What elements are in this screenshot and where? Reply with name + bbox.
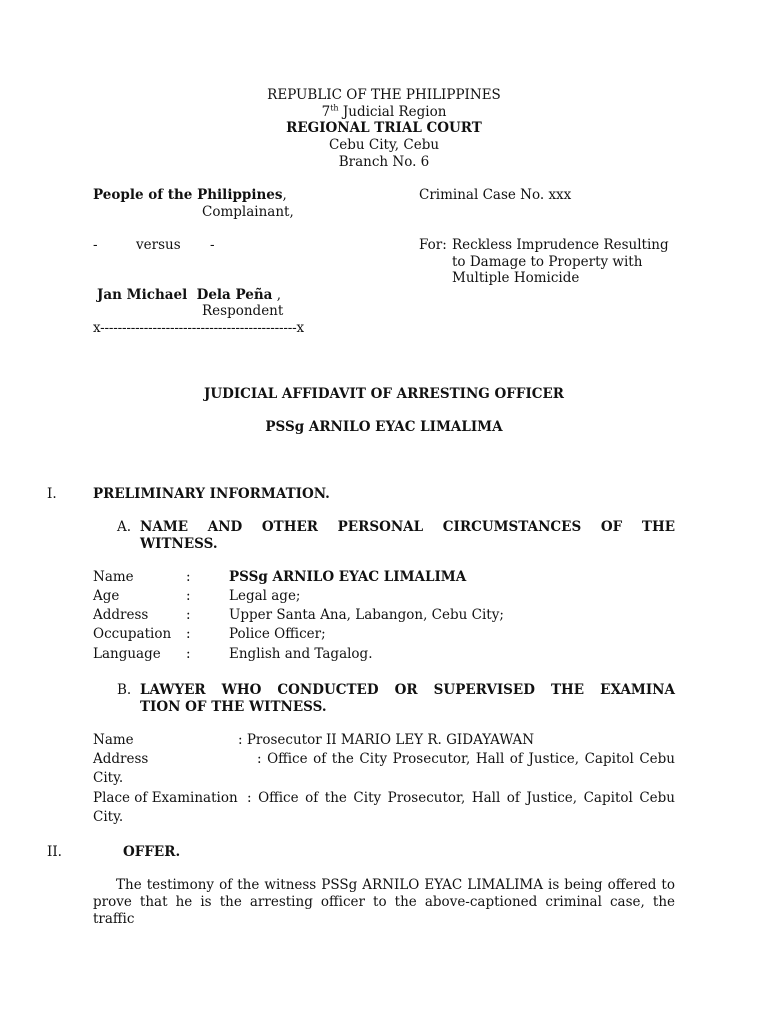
versus-dash-left: - bbox=[93, 237, 98, 253]
plaintiff-name: People of the Philippines bbox=[93, 187, 283, 203]
charge-line-2: to Damage to Property with bbox=[452, 254, 643, 270]
subsection-b-heading-line-1: LAWYER WHO CONDUCTED OR SUPERVISED THE EXAMINA bbox=[140, 682, 675, 698]
witness-value: Legal age; bbox=[229, 588, 301, 604]
region-label: Judicial Region bbox=[338, 104, 447, 120]
respondent-line bbox=[97, 287, 281, 304]
lawyer-address-value: : Office of the City Prosecutor, Hall of Justice, Capitol Cebu bbox=[257, 751, 675, 767]
lawyer-place-continued: City. bbox=[93, 809, 124, 825]
witness-colon: : bbox=[186, 588, 191, 604]
offer-paragraph-line-1: The testimony of the witness PSSg ARNILO EYAC LIMALIMA is being offered to bbox=[116, 877, 675, 893]
lawyer-name-label: Name bbox=[93, 732, 134, 748]
witness-colon: : bbox=[186, 569, 191, 585]
lawyer-place-value: : Office of the City Prosecutor, Hall of Justice, Capitol Cebu bbox=[247, 790, 675, 806]
section-2-numeral: II. bbox=[47, 844, 62, 860]
header-republic: REPUBLIC OF THE PHILIPPINES bbox=[267, 87, 501, 103]
witness-label: Occupation bbox=[93, 626, 172, 642]
section-1-heading: PRELIMINARY INFORMATION. bbox=[93, 486, 330, 502]
subsection-a-letter: A. bbox=[117, 519, 132, 535]
header-branch: Branch No. 6 bbox=[338, 154, 430, 170]
witness-value: English and Tagalog. bbox=[229, 646, 373, 662]
witness-label: Age bbox=[93, 588, 120, 604]
header-region bbox=[0, 104, 768, 121]
header-court: REGIONAL TRIAL COURT bbox=[286, 120, 482, 136]
case-number: Criminal Case No. xxx bbox=[419, 187, 572, 203]
charge-line-3: Multiple Homicide bbox=[452, 270, 580, 286]
plaintiff-comma: , bbox=[282, 187, 287, 203]
affidavit-title: JUDICIAL AFFIDAVIT OF ARRESTING OFFICER bbox=[203, 386, 565, 402]
plaintiff-line bbox=[93, 187, 287, 204]
respondent-role: Respondent bbox=[202, 303, 284, 319]
witness-colon: : bbox=[186, 626, 191, 642]
section-2-heading: OFFER. bbox=[123, 844, 181, 860]
witness-colon: : bbox=[186, 607, 191, 623]
witness-value: Police Officer; bbox=[229, 626, 326, 642]
affiant-name: PSSg ARNILO EYAC LIMALIMA bbox=[265, 419, 503, 435]
subsection-b-letter: B. bbox=[117, 682, 132, 698]
charge-for-label: For: bbox=[419, 237, 447, 253]
witness-label: Name bbox=[93, 569, 134, 585]
charge-line-1: Reckless Imprudence Resulting bbox=[452, 237, 669, 253]
witness-value: PSSg ARNILO EYAC LIMALIMA bbox=[229, 569, 467, 585]
caption-separator: x---------------------------------------------x bbox=[93, 320, 304, 336]
versus-label: versus bbox=[136, 237, 181, 253]
respondent-comma: , bbox=[272, 287, 282, 303]
versus-dash-right: - bbox=[210, 237, 215, 253]
subsection-a-heading-line-1: NAME AND OTHER PERSONAL CIRCUMSTANCES OF THE bbox=[140, 519, 675, 535]
section-1-numeral: I. bbox=[47, 486, 57, 502]
header-city: Cebu City, Cebu bbox=[328, 137, 440, 153]
lawyer-place-label: Place of Examination bbox=[93, 790, 238, 806]
region-ordinal-suffix: th bbox=[330, 103, 339, 113]
plaintiff-role: Complainant, bbox=[202, 204, 294, 220]
witness-value: Upper Santa Ana, Labangon, Cebu City; bbox=[229, 607, 504, 623]
region-number: 7 bbox=[321, 104, 331, 120]
lawyer-address-continued: City. bbox=[93, 770, 124, 786]
lawyer-address-label: Address bbox=[93, 751, 149, 767]
witness-colon: : bbox=[186, 646, 191, 662]
witness-label: Address bbox=[93, 607, 149, 623]
subsection-b-heading-line-2: TION OF THE WITNESS. bbox=[140, 699, 327, 715]
subsection-a-heading-line-2: WITNESS. bbox=[140, 536, 218, 552]
offer-paragraph-line-2: prove that he is the arresting officer to the above-captioned criminal case, the traffic bbox=[93, 894, 675, 927]
lawyer-name-value: : Prosecutor II MARIO LEY R. GIDAYAWAN bbox=[238, 732, 535, 748]
witness-label: Language bbox=[93, 646, 161, 662]
respondent-name: Jan Michael Dela Peña bbox=[97, 287, 273, 303]
